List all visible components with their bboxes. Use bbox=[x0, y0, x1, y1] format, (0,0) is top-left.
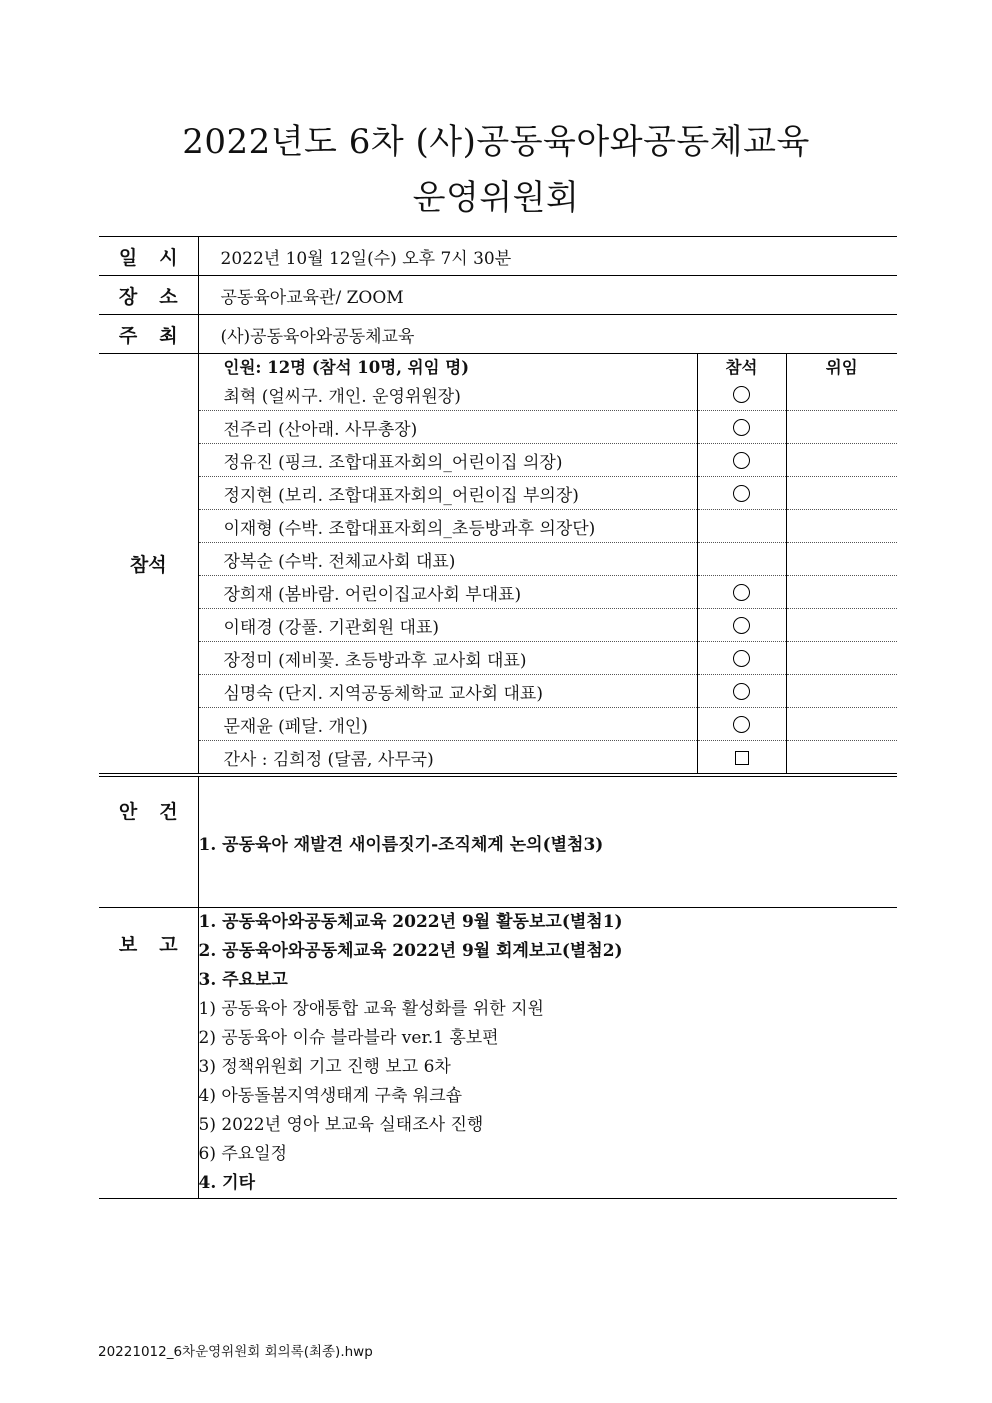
member-row bbox=[199, 675, 898, 708]
member-name: 전주리 (산아래. 사무총장) bbox=[199, 411, 698, 444]
member-proxy-mark bbox=[786, 378, 897, 411]
report-item: 6) 주요일정 bbox=[198, 1144, 288, 1164]
member-name: 장희재 (봄바람. 어린이집교사회 부대표) bbox=[199, 576, 698, 609]
report-row bbox=[99, 908, 897, 1199]
attend-circle-icon bbox=[733, 419, 750, 436]
report-item: 4. 기타 bbox=[198, 1173, 256, 1193]
document-title-line2: 운영위원회 bbox=[412, 178, 580, 218]
member-name: 문재윤 (페달. 개인) bbox=[199, 708, 698, 741]
attend-circle-icon bbox=[733, 485, 750, 502]
report-item: 1. 공동육아와공동체교육 2022년 9월 활동보고(별첨1) bbox=[198, 912, 623, 932]
attend-circle-icon bbox=[733, 386, 750, 403]
member-proxy-mark bbox=[786, 675, 897, 708]
member-name: 심명숙 (단지. 지역공동체학교 교사회 대표) bbox=[199, 675, 698, 708]
member-proxy-mark bbox=[786, 510, 897, 543]
attend-column-header: 참석 bbox=[697, 354, 786, 378]
member-attend-mark bbox=[697, 642, 786, 675]
report-item: 1) 공동육아 장애통합 교육 활성화를 위한 지원 bbox=[198, 999, 544, 1019]
member-row bbox=[199, 642, 898, 675]
agenda-label: 안 건 bbox=[99, 775, 198, 908]
report-item: 2) 공동육아 이슈 블라블라 ver.1 홍보편 bbox=[198, 1028, 499, 1048]
place-value: 공동육아교육관/ ZOOM bbox=[198, 276, 897, 315]
member-name: 장복순 (수박. 전체교사회 대표) bbox=[199, 543, 698, 576]
attendance-header bbox=[199, 354, 898, 378]
place-label: 장 소 bbox=[99, 276, 198, 315]
member-row bbox=[199, 378, 898, 411]
member-proxy-mark bbox=[786, 741, 897, 774]
member-name: 장정미 (제비꽃. 초등방과후 교사회 대표) bbox=[199, 642, 698, 675]
member-row bbox=[199, 708, 898, 741]
report-label: 보 고 bbox=[99, 908, 198, 1199]
member-row bbox=[199, 609, 898, 642]
member-row bbox=[199, 411, 898, 444]
member-attend-mark bbox=[697, 675, 786, 708]
member-row bbox=[199, 477, 898, 510]
attend-circle-icon bbox=[733, 683, 750, 700]
attend-circle-icon bbox=[733, 716, 750, 733]
report-item: 3. 주요보고 bbox=[198, 970, 288, 990]
attendance-cell bbox=[198, 354, 897, 776]
member-name: 최혁 (얼씨구. 개인. 운영위원장) bbox=[199, 378, 698, 411]
member-name: 정유진 (핑크. 조합대표자회의_어린이집 의장) bbox=[199, 444, 698, 477]
minutes-table bbox=[99, 236, 897, 1199]
member-proxy-mark bbox=[786, 543, 897, 576]
member-name: 간사 : 김희정 (달콤, 사무국) bbox=[223, 749, 434, 770]
member-proxy-mark bbox=[786, 609, 897, 642]
member-proxy-mark bbox=[786, 576, 897, 609]
member-row bbox=[199, 741, 898, 774]
member-name: 정지현 (보리. 조합대표자회의_어린이집 부의장) bbox=[199, 477, 698, 510]
member-attend-mark bbox=[697, 477, 786, 510]
member-attend-mark bbox=[697, 576, 786, 609]
attend-circle-icon bbox=[733, 584, 750, 601]
host-row bbox=[99, 315, 897, 354]
agenda-row bbox=[99, 775, 897, 908]
member-attend-mark bbox=[697, 543, 786, 576]
member-attend-mark bbox=[697, 741, 786, 774]
host-value: (사)공동육아와공동체교육 bbox=[198, 315, 897, 354]
proxy-column-header: 위임 bbox=[786, 354, 897, 378]
agenda-item: 1. 공동육아 재발견 새이름짓기-조직체계 논의(별첨3) bbox=[198, 775, 897, 908]
member-row bbox=[199, 576, 898, 609]
report-item: 3) 정책위원회 기고 진행 보고 6차 bbox=[198, 1057, 451, 1077]
file-name-footer: 20221012_6차운영위원회 회의록(최종).hwp bbox=[98, 1344, 373, 1360]
attendance-summary: 인원: 12명 (참석 10명, 위임 명) bbox=[223, 358, 470, 377]
member-proxy-mark bbox=[786, 444, 897, 477]
report-item: 4) 아동돌봄지역생태계 구축 워크숍 bbox=[198, 1086, 463, 1106]
member-proxy-mark bbox=[786, 477, 897, 510]
member-name: 이태경 (강풀. 기관회원 대표) bbox=[199, 609, 698, 642]
attendance-row bbox=[99, 354, 897, 776]
date-value: 2022년 10월 12일(수) 오후 7시 30분 bbox=[198, 237, 897, 276]
document-title-line1: 2022년도 6차 (사)공동육아와공동체교육 bbox=[182, 122, 810, 162]
member-row bbox=[199, 444, 898, 477]
member-attend-mark bbox=[697, 444, 786, 477]
member-row bbox=[199, 510, 898, 543]
host-label: 주 최 bbox=[99, 315, 198, 354]
member-row bbox=[199, 543, 898, 576]
member-attend-mark bbox=[697, 708, 786, 741]
member-attend-mark bbox=[697, 411, 786, 444]
attendance-label: 참석 bbox=[99, 354, 198, 776]
member-proxy-mark bbox=[786, 642, 897, 675]
report-item: 5) 2022년 영아 보교육 실태조사 진행 bbox=[198, 1115, 484, 1135]
place-row bbox=[99, 276, 897, 315]
member-attend-mark bbox=[697, 378, 786, 411]
date-label: 일 시 bbox=[99, 237, 198, 276]
member-name: 이재형 (수박. 조합대표자회의_초등방과후 의장단) bbox=[199, 510, 698, 543]
attend-circle-icon bbox=[733, 452, 750, 469]
member-proxy-mark bbox=[786, 411, 897, 444]
attend-circle-icon bbox=[733, 650, 750, 667]
report-item: 2. 공동육아와공동체교육 2022년 9월 회계보고(별첨2) bbox=[198, 941, 623, 961]
date-row bbox=[99, 237, 897, 276]
attend-circle-icon bbox=[733, 617, 750, 634]
report-list bbox=[198, 908, 897, 1199]
member-attend-mark bbox=[697, 609, 786, 642]
member-proxy-mark bbox=[786, 708, 897, 741]
attend-square-icon bbox=[735, 751, 749, 765]
member-attend-mark bbox=[697, 510, 786, 543]
attendance-table bbox=[199, 354, 898, 773]
